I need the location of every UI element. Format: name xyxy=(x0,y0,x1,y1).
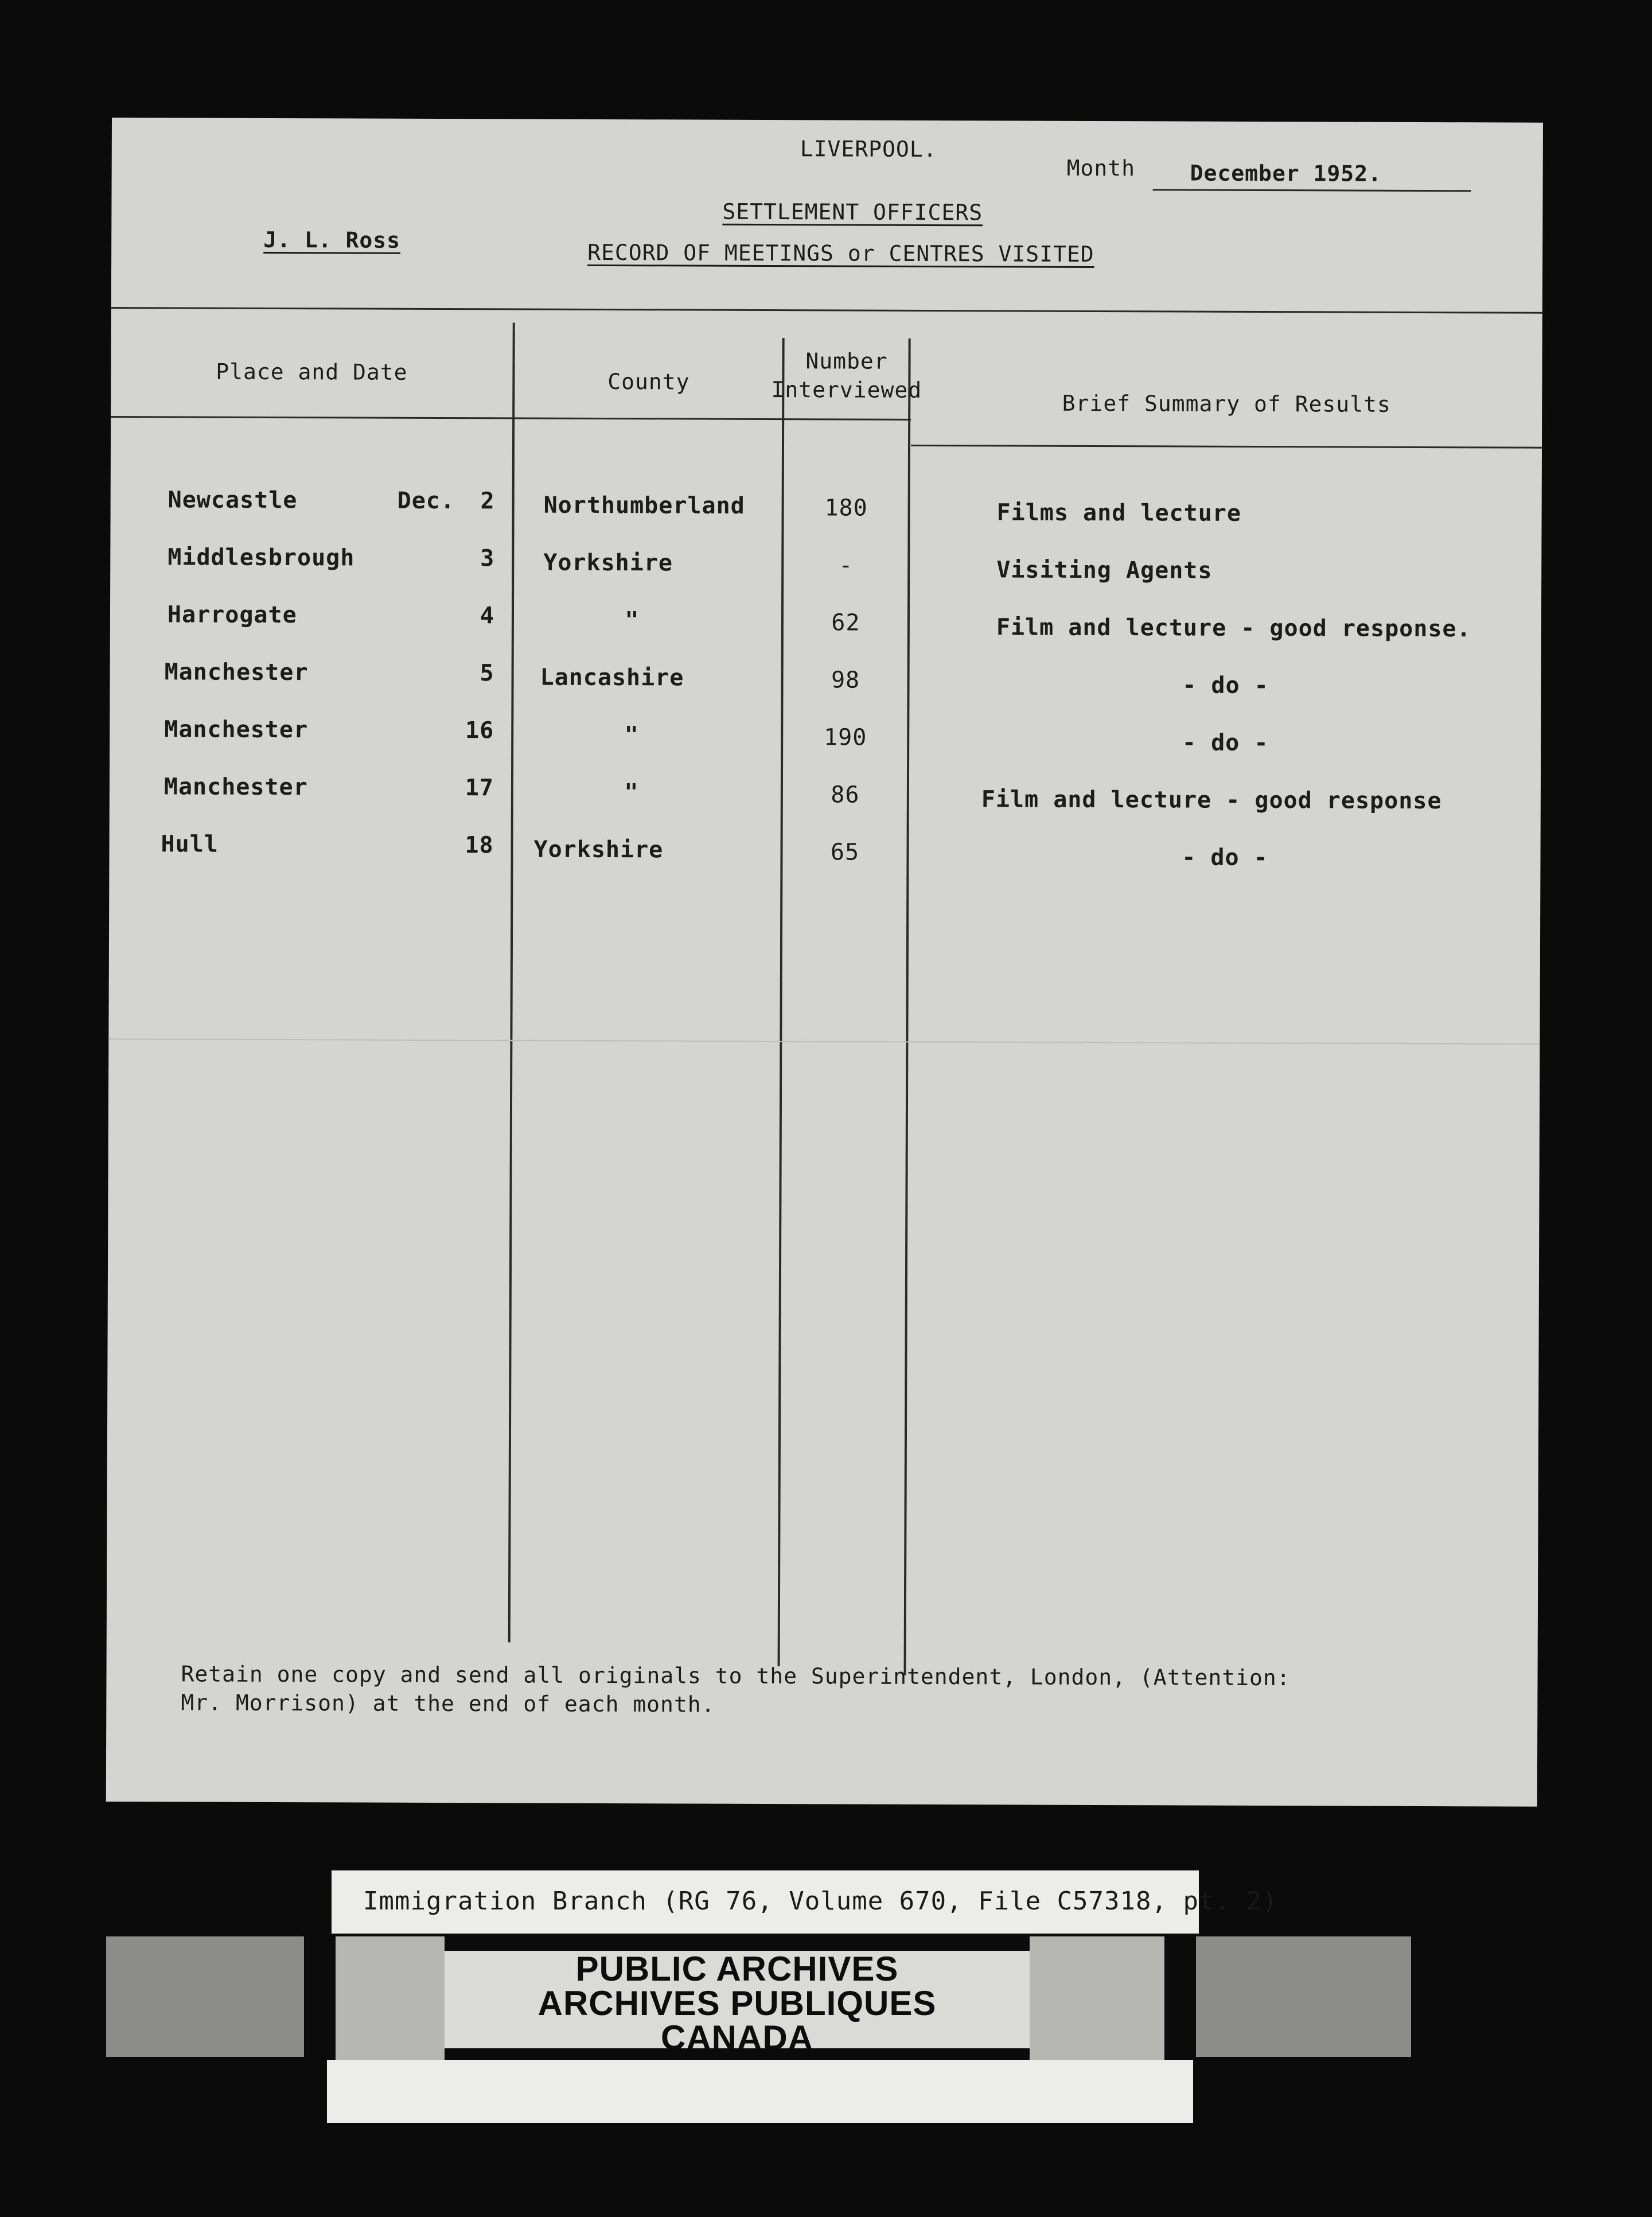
form-title: SETTLEMENT OFFICERS xyxy=(722,199,983,225)
row-place: Newcastle xyxy=(167,487,298,514)
row-county: Lancashire xyxy=(540,664,684,691)
row-number: 62 xyxy=(831,609,860,636)
column-divider-2 xyxy=(778,338,785,1666)
col-header-number-line2: Interviewed xyxy=(771,377,922,403)
month-label: Month xyxy=(1066,155,1136,181)
row-summary: Films and lecture xyxy=(996,499,1242,527)
col-header-number-line1: Number xyxy=(805,348,888,374)
row-county: Yorkshire xyxy=(543,549,673,577)
col-header-summary: Brief Summary of Results xyxy=(1062,390,1391,417)
row-day: 17 xyxy=(465,775,494,802)
row-place: Harrogate xyxy=(167,601,297,629)
col-header-place: Place and Date xyxy=(216,359,408,385)
row-county: Yorkshire xyxy=(533,836,664,864)
row-place: Middlesbrough xyxy=(167,544,355,571)
footer-instructions-line2: Mr. Morrison) at the end of each month. xyxy=(181,1690,715,1717)
archives-stamp xyxy=(445,1950,1030,2057)
month-value: December 1952. xyxy=(1190,160,1382,186)
officer-name: J. L. Ross xyxy=(263,227,401,253)
row-number: 98 xyxy=(831,667,860,694)
city-label: LIVERPOOL. xyxy=(800,136,937,162)
row-place: Manchester xyxy=(163,773,308,801)
blank-label xyxy=(327,2060,1193,2123)
row-summary: - do - xyxy=(1182,844,1268,872)
right-film-tab xyxy=(1196,1936,1411,2057)
row-month: Dec. xyxy=(397,487,455,515)
row-summary: - do - xyxy=(1182,672,1269,699)
row-county: " xyxy=(625,607,640,634)
row-day: 2 xyxy=(480,488,495,515)
header-rule-right xyxy=(911,445,1542,449)
form-subtitle: RECORD OF MEETINGS or CENTRES VISITED xyxy=(587,239,1094,267)
row-place: Manchester xyxy=(164,716,309,744)
stamp-line-2: ARCHIVES PUBLIQUES xyxy=(537,1984,937,2022)
table-top-rule xyxy=(111,307,1542,314)
month-underline xyxy=(1153,189,1471,192)
row-number: 86 xyxy=(831,781,860,808)
reference-label xyxy=(332,1870,1278,1934)
row-summary: Film and lecture - good response. xyxy=(996,614,1471,643)
row-summary: - do - xyxy=(1182,729,1269,757)
row-county: " xyxy=(624,722,639,749)
header-rule-left xyxy=(111,416,911,421)
reference-text: Immigration Branch (RG 76, Volume 670, File C57318, pt. 2) xyxy=(363,1887,1278,1916)
faint-guide-rule xyxy=(108,1039,1540,1045)
column-divider-3 xyxy=(904,339,911,1675)
col-header-county: County xyxy=(607,369,690,395)
row-county: " xyxy=(624,779,639,806)
record-sheet xyxy=(106,118,1543,1807)
row-summary: Visiting Agents xyxy=(996,557,1213,584)
row-summary: Film and lecture - good response xyxy=(981,786,1442,815)
row-day: 16 xyxy=(465,717,494,744)
row-number: 180 xyxy=(824,495,868,522)
row-day: 3 xyxy=(480,545,495,572)
stamp-line-1: PUBLIC ARCHIVES xyxy=(575,1950,899,1988)
row-number: 190 xyxy=(824,724,867,751)
row-day: 4 xyxy=(480,602,495,629)
row-number: - xyxy=(839,552,854,579)
stamp-line-3: CANADA xyxy=(661,2018,813,2057)
row-number: 65 xyxy=(830,839,860,866)
row-day: 18 xyxy=(465,832,494,859)
footer-instructions-line1: Retain one copy and send all originals to the Superintendent, London, (Attention: xyxy=(181,1661,1291,1691)
stamp-edge-right xyxy=(1030,1936,1164,2060)
row-place: Hull xyxy=(161,831,219,858)
row-day: 5 xyxy=(480,660,494,687)
column-divider-1 xyxy=(508,322,515,1642)
row-county: Northumberland xyxy=(543,492,745,519)
row-place: Manchester xyxy=(164,659,309,686)
stamp-edge-left xyxy=(336,1936,445,2060)
left-film-tab xyxy=(106,1936,304,2057)
